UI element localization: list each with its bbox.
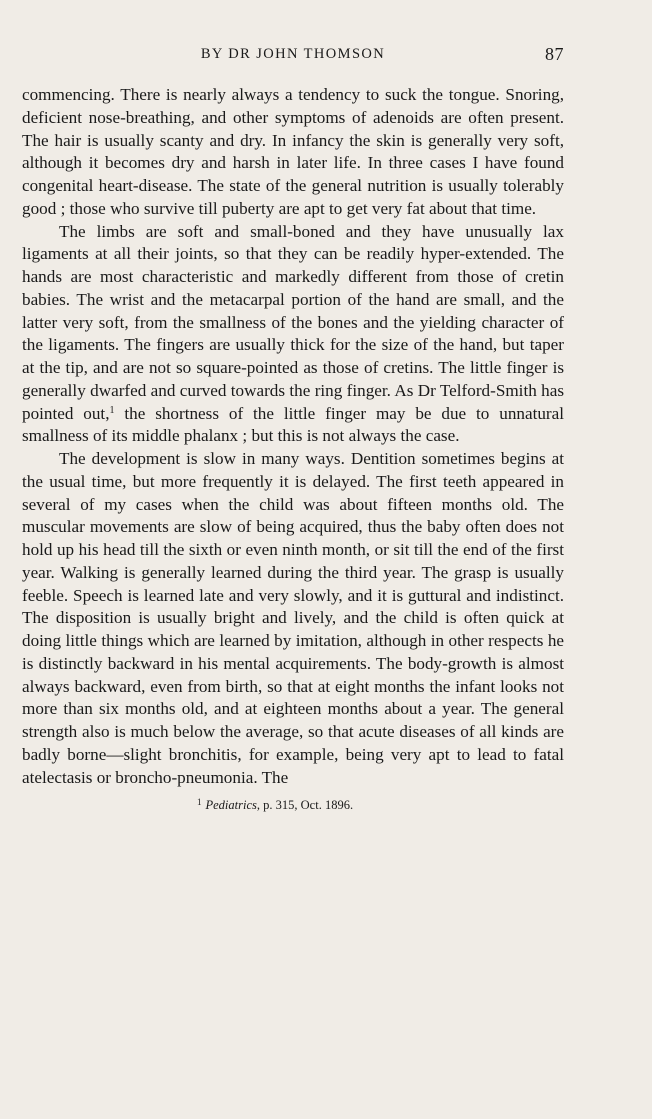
footnote-source-title: Pediatrics — [205, 798, 257, 813]
paragraph-text: the shortness of the little finger may be due to unnatural smallness of its middle phalanx ; but this is not always the case. — [22, 403, 564, 446]
footnote-marker: 1 — [197, 797, 202, 808]
paragraph-text: The limbs are soft and small-boned and they have unusually lax ligaments at all their joints, so that they can be readily hyper-extended. The hands are most characteristic and markedly different from those of cretin babies. The wrist and the metacarpal portion of the hand are small, and the latter very soft, from the smallness of the bones and the yielding character of the ligaments. The fingers are usually thick for the size of the hand, but taper at the tip, and are not so square-pointed as those of cretins. The little finger is generally dwarfed and curved towards the ring finger. As Dr Telford-Smith has pointed out, — [22, 221, 564, 423]
paragraph-development: The development is slow in many ways. Dentition sometimes begins at the usual time, but more frequently it is delayed. The first teeth appeared in several of my cases when the child was about fifteen months old. The muscular movements are slow of being acquired, thus the baby often does not hold up his head till the sixth or even ninth month, or sit till the end of the first year. Walking is generally learned during the third year. The grasp is usually feeble. Speech is learned late and very slowly, and it is guttural and indistinct. The disposition is usually bright and lively, and the child is often quick at doing little things which are learned by imitation, although in other respects he is distinctly backward in his mental acquirements. The body-growth is almost always backward, even from birth, so that at eight months the infant looks not more than six months old, and at eighteen months about a year. The general strength also is much below the average, so that acute diseases of all kinds are badly borne—slight bronchitis, for example, being very apt to lead to fatal atelectasis or broncho-pneumonia. The — [22, 449, 564, 787]
main-text — [22, 84, 564, 789]
footnote — [197, 797, 564, 814]
paragraph-continuation: commencing. There is nearly always a tendency to suck the tongue. Snoring, deficient nose-breathing, and other symptoms of adenoids are often present. The hair is usually scanty and dry. In infancy the skin is generally very soft, although it becomes dry and harsh in later life. In three cases I have found congenital heart-disease. The state of the general nutrition is usually tolerably good ; those who survive till puberty are apt to get very fat about that time. — [22, 85, 564, 218]
running-title: BY DR JOHN THOMSON — [200, 46, 386, 62]
page-number: 87 — [545, 44, 564, 64]
running-header — [22, 40, 564, 70]
footnote-citation: , p. 315, Oct. 1896. — [256, 798, 354, 813]
paragraph-limbs-and-hands — [22, 221, 564, 449]
footnote-reference: 1 — [109, 404, 115, 416]
